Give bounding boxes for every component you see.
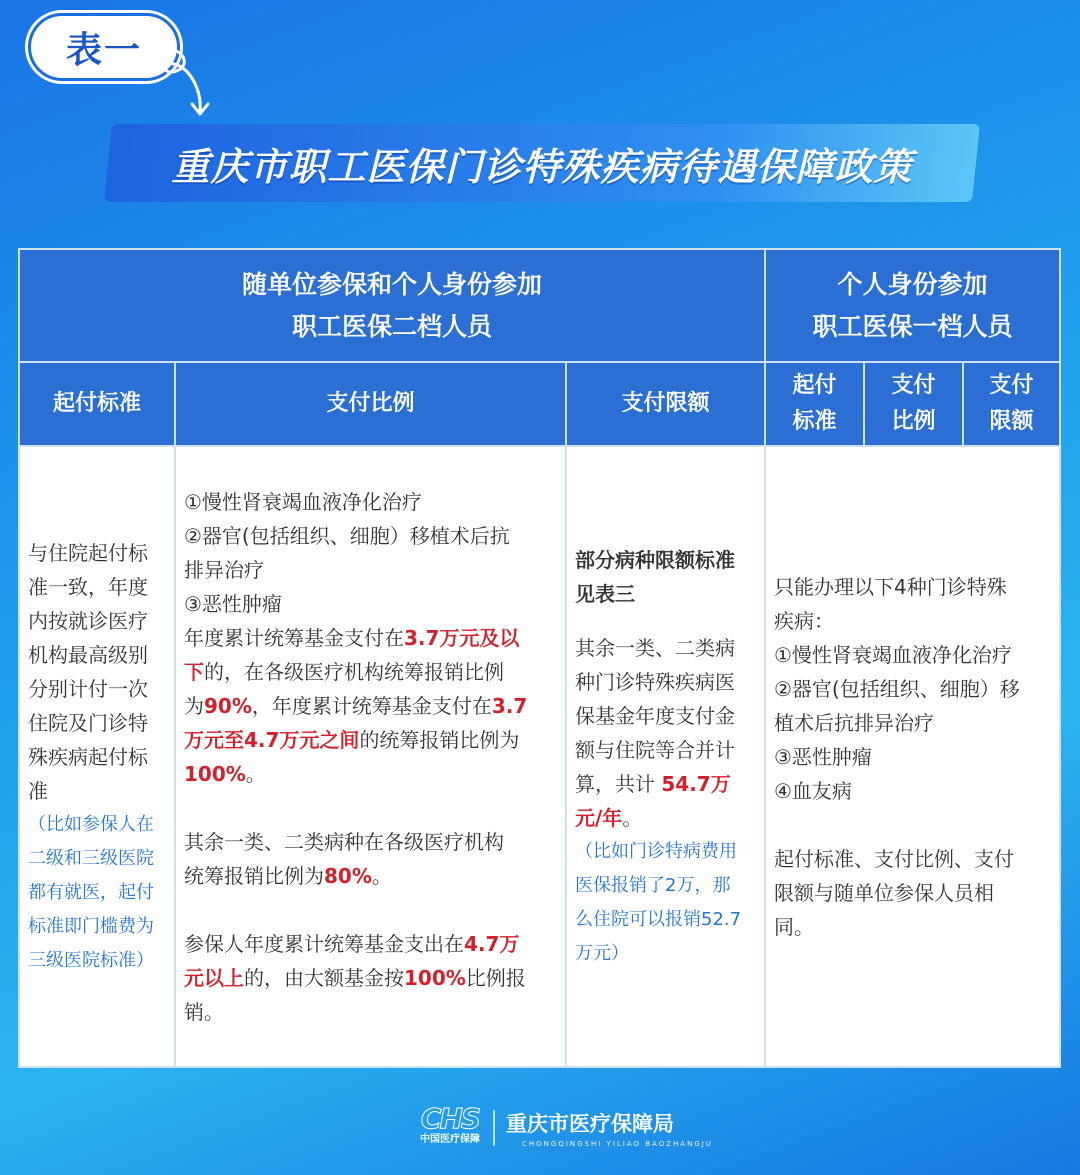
disease-item: ②器官(包括组织、细胞）移植术后抗 [184, 523, 510, 548]
note-line: 三级医院标准） [28, 949, 154, 971]
organization-pinyin: CHONGQINGSHI YILIAO BAOZHANGJU [522, 1140, 713, 1148]
curved-arrow-icon [150, 40, 220, 120]
policy-table [18, 248, 1061, 1068]
cell-payment-limit [567, 447, 766, 1066]
header-r-ratio [865, 363, 964, 447]
text-line: 只能办理以下4种门诊特殊 [774, 574, 1007, 599]
cell-level1-policy [766, 447, 1059, 1066]
highlight: 90% [204, 693, 252, 718]
note-line: 二级和三级医院 [28, 847, 154, 869]
group-header-level2 [20, 250, 766, 363]
highlight: 100% [184, 761, 246, 786]
text: 的，由大额基金按 [244, 965, 404, 990]
text-line: 分别计付一次 [28, 676, 148, 701]
note-line: （比如参保人在 [28, 813, 154, 835]
disease-item: ③恶性肿瘤 [774, 744, 872, 769]
text: ，年度累计统筹基金支付在 [251, 693, 492, 718]
text-line [184, 757, 557, 791]
header-r-start [766, 363, 865, 447]
text-line: 机构最高级别 [28, 642, 148, 667]
disease-item: ①慢性肾衰竭血液净化治疗 [774, 642, 1012, 667]
highlight: 80% [324, 863, 372, 888]
text-line [575, 801, 756, 835]
highlight: 54.7万 [661, 771, 731, 796]
text: 统筹报销比例为 [184, 863, 324, 888]
text-line: 额与住院等合并计 [575, 737, 735, 762]
header-line: 支付 [891, 373, 936, 398]
highlight: 3.7万元及以 [404, 625, 520, 650]
highlight: 元以上 [184, 965, 244, 990]
header-payment-limit: 支付限额 [567, 363, 766, 447]
text-line: 销。 [184, 999, 224, 1024]
text: 的统筹报销比例为 [359, 727, 520, 752]
header-line: 比例 [891, 409, 936, 434]
text: 参保人年度累计统筹基金支出在 [184, 931, 464, 956]
group-header-line: 随单位参保和个人身份参加 [241, 269, 542, 299]
disease-item: ①慢性肾衰竭血液净化治疗 [184, 489, 422, 514]
group-header-line: 个人身份参加 [837, 269, 988, 299]
text-line [184, 961, 557, 995]
text-line [575, 767, 756, 801]
disease-item: 植术后抗排异治疗 [774, 710, 934, 735]
text-line: 同。 [774, 914, 814, 939]
highlight: 元/年 [575, 805, 623, 830]
text: 。 [245, 761, 266, 786]
note-line: 万元） [575, 942, 629, 964]
text-line [184, 859, 557, 893]
header-r-limit [964, 363, 1059, 447]
header-line: 标准 [792, 409, 837, 434]
text-line: 住院及门诊特 [28, 710, 148, 735]
chs-logo [413, 1102, 487, 1149]
header-payment-ratio: 支付比例 [176, 363, 567, 447]
page-title: 重庆市职工医保门诊特殊疾病待遇保障政策 [171, 144, 913, 189]
highlight: 万元至4.7万元之间 [184, 727, 360, 752]
disease-item: ③恶性肿瘤 [184, 591, 282, 616]
text-line [184, 723, 557, 757]
text: 算，共计 [575, 771, 655, 796]
text-line [184, 655, 557, 689]
logo-caption: 中国医疗保障 [420, 1134, 480, 1145]
text: 年度累计统筹基金支付在 [184, 625, 404, 650]
text-line: 保基金年度支付金 [575, 703, 735, 728]
note-line: 标准即门槛费为 [28, 915, 154, 937]
text-line: 与住院起付标 [28, 540, 148, 565]
header-line: 支付 [989, 373, 1034, 398]
text-line: 部分病种限额标准 [575, 547, 735, 572]
text-line: 殊疾病起付标 [28, 744, 148, 769]
disease-item: ②器官(包括组织、细胞）移 [774, 676, 1020, 701]
text: 。 [622, 805, 643, 830]
text-line [184, 927, 557, 961]
text: 比例报 [465, 965, 526, 990]
text: 的，在各级医疗机构统筹报销比例 [204, 659, 504, 684]
footer-divider [493, 1110, 495, 1146]
logo-mark: CHS [420, 1102, 480, 1135]
text-line: 见表三 [575, 581, 635, 606]
group-header-level1 [766, 250, 1059, 363]
note-line: 医保报销了2万，那 [575, 874, 731, 896]
group-header-line: 职工医保一档人员 [812, 311, 1013, 341]
text-line: 其余一类、二类病种在各级医疗机构 [184, 829, 504, 854]
text-line: 限额与随单位参保人员相 [774, 880, 994, 905]
text-line: 内按就诊医疗 [28, 608, 148, 633]
disease-item: 排异治疗 [184, 557, 264, 582]
note-line: 都有就医，起付 [28, 881, 154, 903]
highlight: 下 [184, 659, 204, 684]
header-line: 起付 [792, 373, 837, 398]
disease-item: ④血友病 [774, 778, 852, 803]
text-line: 准一致，年度 [28, 574, 148, 599]
text-line: 起付标准、支付比例、支付 [774, 846, 1014, 871]
text-line [184, 689, 557, 723]
text-line: 准 [28, 778, 48, 803]
text: 。 [371, 863, 392, 888]
table-number-badge: 表一 [28, 13, 180, 81]
note-line: （比如门诊特病费用 [575, 840, 737, 862]
header-line: 限额 [989, 409, 1034, 434]
text-line: 种门诊特殊疾病医 [575, 669, 735, 694]
text-line [184, 621, 557, 655]
highlight: 100% [404, 965, 466, 990]
text: 为 [184, 693, 204, 718]
note-line: 么住院可以报销52.7 [575, 908, 742, 930]
cell-payment-ratio [176, 447, 567, 1066]
highlight: 3.7 [491, 693, 528, 718]
group-header-line: 职工医保二档人员 [291, 311, 492, 341]
highlight: 4.7万 [464, 931, 520, 956]
header-start-standard: 起付标准 [20, 363, 176, 447]
text-line: 疾病： [774, 608, 834, 633]
cell-start-standard [20, 447, 176, 1066]
text-line: 其余一类、二类病 [575, 635, 735, 660]
organization-name: 重庆市医疗保障局 [506, 1112, 674, 1136]
